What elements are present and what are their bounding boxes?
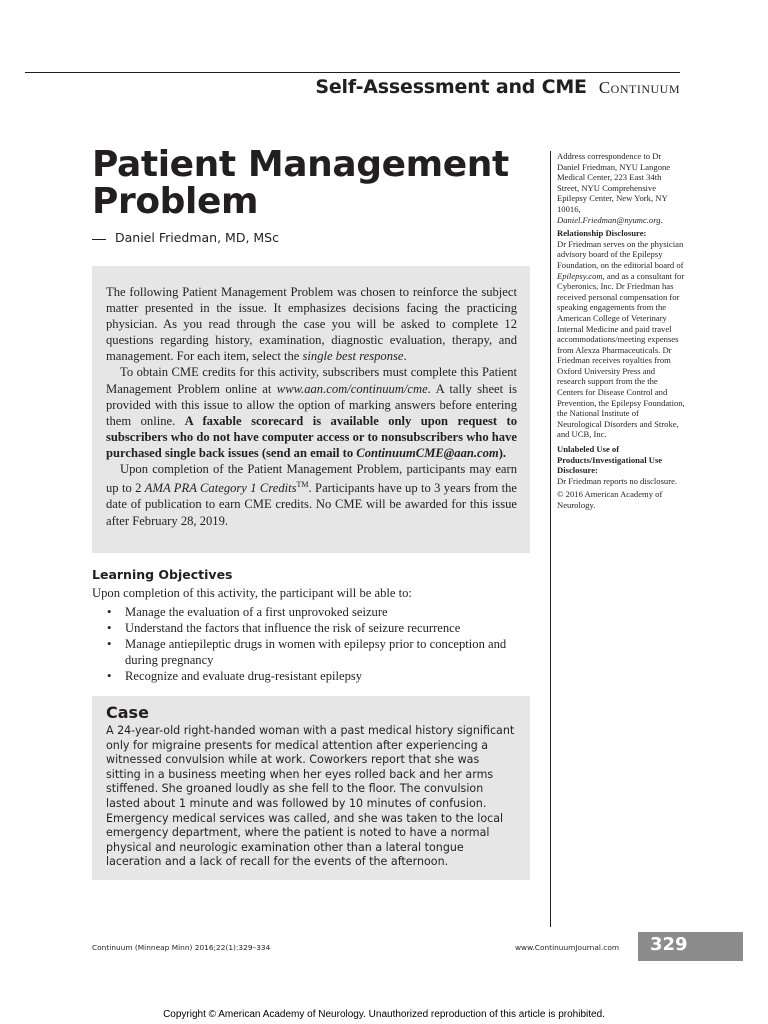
list-item: • Understand the factors that influence the risk of seizure recurrence xyxy=(107,620,532,636)
article-title xyxy=(92,146,509,220)
author-rule xyxy=(92,239,106,240)
case-heading: Case xyxy=(106,703,149,722)
page-number: 329 xyxy=(638,932,743,961)
instructions-paragraph-1: The following Patient Management Problem was chosen to reinforce the subject matter presented in the issue. It emphasizes decisions facing the practicing physician. As you read through the case you will be asked to complete 12 questions regarding history, examination, diagnostic evaluation, therapy, and management. For each item, select the single best response. xyxy=(106,285,517,364)
cme-email-link[interactable]: ContinuumCME@aan.com xyxy=(356,445,499,460)
list-item: • Recognize and evaluate drug-resistant epilepsy xyxy=(107,668,532,684)
case-box xyxy=(92,696,530,880)
instructions-paragraph-3: Upon completion of the Patient Management Problem, participants may earn up to 2 AMA PRA Category 1 Credits™. Participants have up to 3 years from the date of publication to earn CME credits. No CME will be awarded for this issue after February 28, 2019. xyxy=(106,462,517,528)
unlabeled-use-heading: Unlabeled Use of Products/Investigational Use Disclosure: xyxy=(557,444,663,476)
journal-name: Continuum xyxy=(598,78,680,97)
article-title-line2: Problem xyxy=(92,181,259,222)
relationship-disclosure: Relationship Disclosure: Dr Friedman serves on the physician advisory board of the Epilepsy Foundation, on the editorial board of Epilepsy.com, and as a consultant for Cyberonics, Inc. Dr Friedman has received personal compensation for speaking engagements from the American College of Veterinary Internal Medicine and paid travel accommodations/meeting expenses from Alexza Pharmaceuticals. Dr Friedman receives royalties from Oxford University Press and research support from the the Centers for Disease Control and Prevention, the Epilepsy Foundation, the National Institute of Neurological Disorders and Stroke, and UCB, Inc. xyxy=(557,228,685,440)
unlabeled-use-disclosure: Unlabeled Use of Products/Investigational Use Disclosure: Dr Friedman reports no disclosure. xyxy=(557,444,678,486)
sidebar-copyright: © 2016 American Academy of Neurology. xyxy=(557,489,663,510)
learning-objectives-list xyxy=(107,604,532,684)
instructions-paragraph-2: To obtain CME credits for this activity, subscribers must complete this Patient Management Problem online at www.aan.com/continuum/cme. A tally sheet is provided with this issue to allow the option of marking answers before entering them online. A faxable scorecard is available only upon request to subscribers who do not have computer access or to nonsubscribers who have purchased single back issues (send an email to ContinuumCME@aan.com). xyxy=(106,365,518,460)
header-rule xyxy=(25,72,680,73)
running-head xyxy=(315,76,680,98)
epilepsy-site-link[interactable]: Epilepsy.com xyxy=(557,270,603,281)
copyright-notice: Copyright © American Academy of Neurology. Unauthorized reproduction of this article is prohibited. xyxy=(163,1009,605,1020)
footer-website[interactable]: www.ContinuumJournal.com xyxy=(515,943,620,952)
sidebar-divider xyxy=(550,151,551,927)
single-best-response: single best response xyxy=(302,349,404,364)
sidebar xyxy=(557,151,685,514)
section-title: Self-Assessment and CME xyxy=(315,76,587,98)
instructions-box xyxy=(92,266,530,553)
list-item: • Manage antiepileptic drugs in women with epilepsy prior to conception and during pregnancy xyxy=(107,636,532,668)
relationship-disclosure-heading: Relationship Disclosure: xyxy=(557,228,647,239)
author-byline: Daniel Friedman, MD, MSc xyxy=(115,230,279,245)
case-text: A 24-year-old right-handed woman with a past medical history significant only for migraine presents for medical attention after experiencing a witnessed convulsion while at work. Coworkers report that she was sitting in a business meeting when her eyes rolled back and her arms stiffened. She groaned loudly as she fell to the floor. The convulsion lasted about 1 minute and was followed by 10 minutes of confusion. Emergency medical services was called, and she was taken to the local emergency department, where the patient is noted to have a normal physical and neurologic examination other than a lateral tongue laceration and a lack of recall for the events of the afternoon. xyxy=(106,724,515,869)
article-title-line1: Patient Management xyxy=(92,144,509,185)
address-correspondence: Address correspondence to Dr Daniel Friedman, NYU Langone Medical Center, 223 East 34th Street, NYU Comprehensive Epilepsy Center, New York, NY 10016, Daniel.Friedman@nyumc.org. xyxy=(557,151,671,225)
footer-citation: Continuum (Minneap Minn) 2016;22(1):329–334 xyxy=(92,943,271,952)
author-email-link[interactable]: Daniel.Friedman@nyumc.org xyxy=(557,214,661,225)
list-item: • Manage the evaluation of a first unprovoked seizure xyxy=(107,604,532,620)
learning-objectives-lead: Upon completion of this activity, the participant will be able to: xyxy=(92,586,412,600)
cme-url-link[interactable]: www.aan.com/continuum/cme xyxy=(276,381,428,396)
learning-objectives-heading: Learning Objectives xyxy=(92,567,233,582)
